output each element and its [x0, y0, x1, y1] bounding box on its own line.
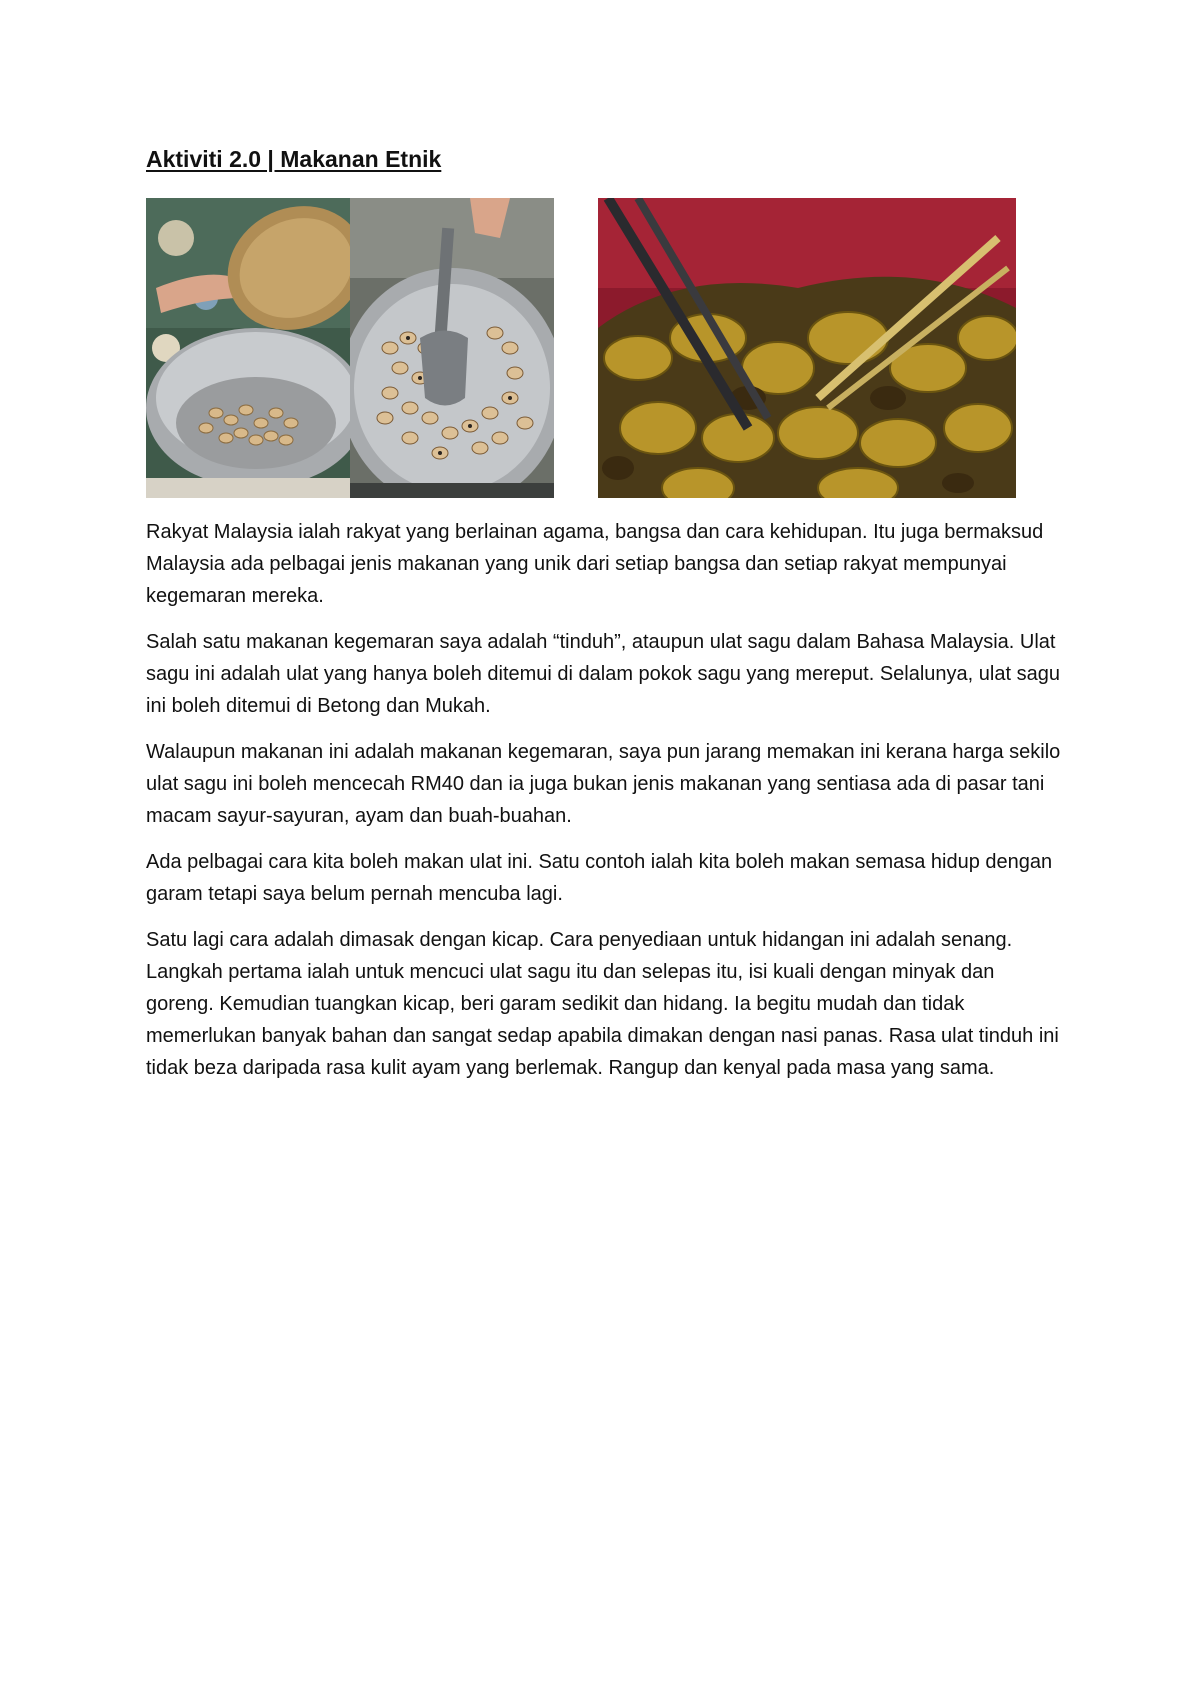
paragraph-3: Walaupun makanan ini adalah makanan kegemaran, saya pun jarang memakan ini kerana harga sekilo ulat sagu ini boleh mencecah RM40 dan ia juga bukan jenis makanan yang sentiasa ada di pasar tani macam sayur-sayuran, ayam dan buah-buahan. [146, 741, 1061, 827]
beans-spatula-photo [350, 198, 554, 498]
page-title: Aktiviti 2.0 | Makanan Etnik [146, 146, 442, 172]
sago-worm-dish-photo [598, 198, 1016, 498]
body-text [146, 516, 1066, 1098]
paragraph-5: Satu lagi cara adalah dimasak dengan kicap. Cara penyediaan untuk hidangan ini adalah senang. Langkah pertama ialah untuk mencuci ulat sagu itu dan selepas itu, isi kuali dengan minyak dan goreng. Kemudian tuangkan kicap, beri garam sedikit dan hidang. Ia begitu mudah dan tidak memerlukan banyak bahan dan sangat sedap apabila dimakan dengan nasi panas. Rasa ulat tinduh ini tidak beza daripada rasa kulit ayam yang berlemak. Rangup dan kenyal pada masa yang sama. [146, 929, 1059, 1079]
beans-sieve-photo [146, 198, 350, 498]
paragraph-4: Ada pelbagai cara kita boleh makan ulat ini. Satu contoh ialah kita boleh makan semasa hidup dengan garam tetapi saya belum pernah mencuba lagi. [146, 851, 1053, 905]
paragraph-1: Rakyat Malaysia ialah rakyat yang berlainan agama, bangsa dan cara kehidupan. Itu juga bermaksud Malaysia ada pelbagai jenis makanan yang unik dari setiap bangsa dan setiap rakyat mempunyai kegemaran mereka. [146, 521, 1044, 607]
paragraph-2: Salah satu makanan kegemaran saya adalah “tinduh”, ataupun ulat sagu dalam Bahasa Malaysia. Ulat sagu ini adalah ulat yang hanya boleh ditemui di dalam pokok sagu yang mereput. Selalunya, ulat sagu ini boleh ditemui di Betong dan Mukah. [146, 631, 1060, 717]
photo-row [146, 198, 1046, 498]
